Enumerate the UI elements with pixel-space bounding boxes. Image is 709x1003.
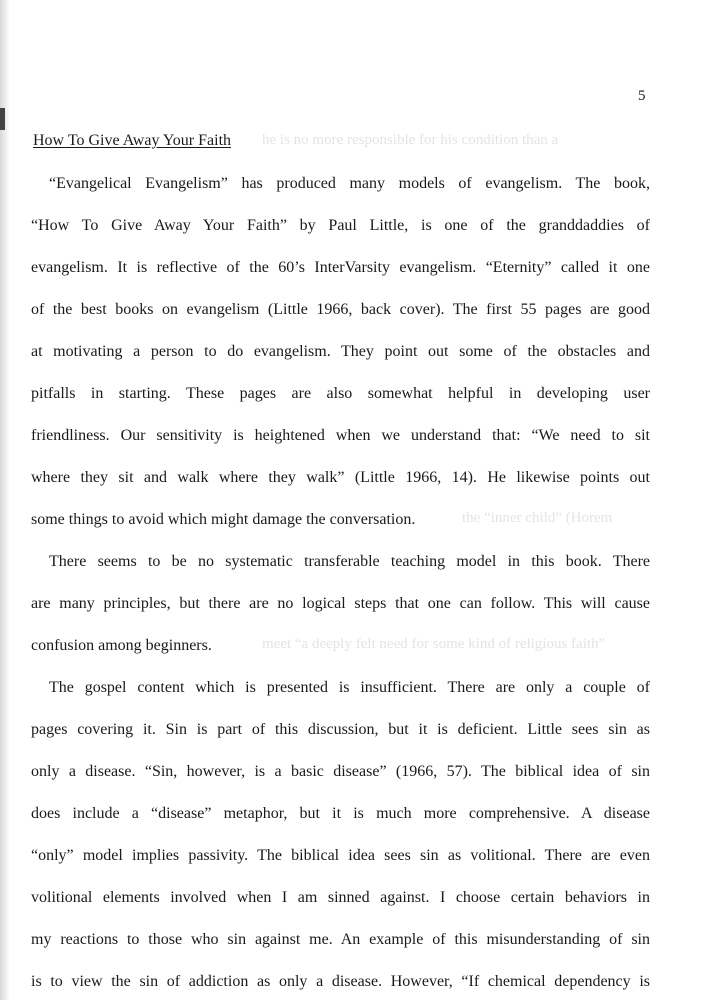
text-line: pages covering it. Sin is part of this discussion, but it is deficient. Little sees sin as: [31, 721, 650, 738]
paragraph-3: [31, 667, 650, 1003]
section-heading: How To Give Away Your Faith: [33, 132, 232, 149]
text-line: confusion among beginners.: [31, 637, 212, 654]
text-line: “Evangelical Evangelism” has produced many models of evangelism. The book,: [49, 175, 650, 192]
paragraph-2: [31, 541, 650, 667]
text-line: volitional elements involved when I am sinned against. I choose certain behaviors in: [31, 889, 650, 906]
text-line: There seems to be no systematic transferable teaching model in this book. There: [49, 553, 650, 570]
text-line: pitfalls in starting. These pages are also somewhat helpful in developing user: [31, 385, 650, 402]
text-line: evangelism. It is reflective of the 60’s InterVarsity evangelism. “Eternity” called it one: [31, 259, 650, 276]
text-line: some things to avoid which might damage the conversation.: [31, 511, 416, 528]
show-through-text: the “inner child” (Horem: [462, 510, 613, 526]
text-line: at motivating a person to do evangelism. They point out some of the obstacles and: [31, 343, 650, 360]
text-line: The gospel content which is presented is insufficient. There are only a couple of: [49, 679, 650, 696]
text-line: only a disease. “Sin, however, is a basic disease” (1966, 57). The biblical idea of sin: [31, 763, 650, 780]
text-line: of the best books on evangelism (Little 1966, back cover). The first 55 pages are good: [31, 301, 650, 318]
text-line: “only” model implies passivity. The biblical idea sees sin as volitional. There are even: [31, 847, 650, 864]
paragraph-1: [31, 163, 650, 541]
text-line: is to view the sin of addiction as only a disease. However, “If chemical dependency is: [31, 973, 650, 990]
show-through-text: meet “a deeply felt need for some kind of religious faith”: [262, 636, 606, 652]
text-line: friendliness. Our sensitivity is heightened when we understand that: “We need to sit: [31, 427, 650, 444]
page-edge-shadow: [0, 0, 10, 1000]
binding-mark: [0, 108, 5, 130]
text-line: are many principles, but there are no logical steps that one can follow. This will cause: [31, 595, 650, 612]
text-line: my reactions to those who sin against me. An example of this misunderstanding of sin: [31, 931, 650, 948]
text-line: does include a “disease” metaphor, but it is much more comprehensive. A disease: [31, 805, 650, 822]
page-number: 5: [638, 88, 646, 104]
show-through-text: he is no more responsible for his condition than a: [262, 132, 559, 148]
text-line: where they sit and walk where they walk” (Little 1966, 14). He likewise points out: [31, 469, 650, 486]
text-line: “How To Give Away Your Faith” by Paul Little, is one of the granddaddies of: [31, 217, 650, 234]
